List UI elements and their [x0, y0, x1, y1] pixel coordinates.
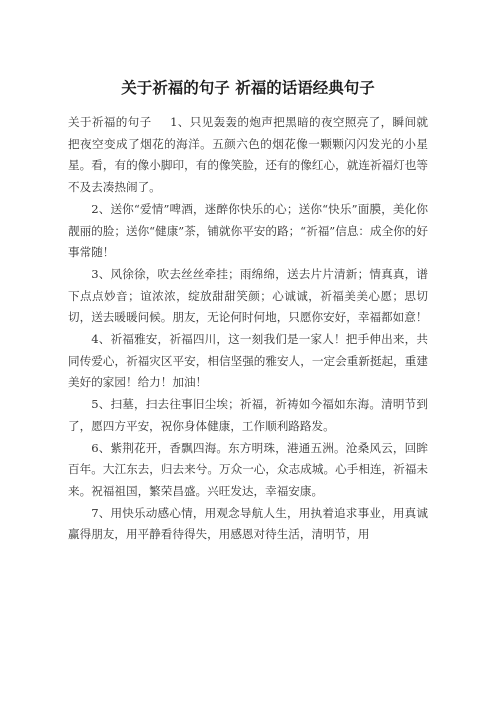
page-title: 关于祈福的句子 祈福的话语经典句子: [121, 79, 375, 97]
paragraph-7: 7、用快乐动感心情，用观念导航人生，用执着追求事业，用真诚赢得朋友，用平静看待得失，用感恩对待生活，清明节，用: [68, 505, 428, 542]
paragraph-6: 6、紫荆花开，香飘四海。东方明珠，港通五洲。沧桑风云，回眸百年。大江东去，归去来兮。万众一心，众志成城。心手相连，祈福未来。祝福祖国，繁荣昌盛。兴旺发达，幸福安康。: [68, 440, 428, 498]
lead-heading: 关于祈福的句子: [68, 115, 152, 129]
article-body: [68, 112, 428, 546]
paragraph-1: [68, 112, 428, 199]
paragraph-5: 5、扫墓，扫去往事旧尘埃；祈福，祈祷如今福如东海。清明节到了，愿四方平安，祝你身体健康，工作顺利路路发。: [68, 397, 428, 433]
paragraph-2: 2、送你“爱情”啤酒，迷醉你快乐的心；送你“快乐”面膜，美化你靓丽的脸；送你“健康”茶，铺就你平安的路；“祈福”信息：成全你的好事常随！: [68, 201, 428, 260]
paragraph-4: 4、祈福雅安，祈福四川，这一刻我们是一家人！把手伸出来，共同传爱心，祈福灾区平安，相信坚强的雅安人，一定会重新挺起，重建美好的家园！给力！加油！: [68, 332, 428, 390]
paragraph-3: 3、风徐徐，吹去丝丝牵挂；雨绵绵，送去片片清新；情真真，谱下点点妙音；谊浓浓，绽放甜甜笑颜；心诚诚，祈福美美心愿；思切切，送去暖暖问候。朋友，无论何时何地，只愿你安好，幸福都如意！: [68, 266, 428, 325]
paragraph-1-text: 1、只见轰轰的炮声把黑暗的夜空照亮了，瞬间就把夜空变成了烟花的海洋。五颜六色的烟花像一颗颗闪闪发光的小星星。看，有的像小脚印，有的像笑脸，还有的像红心，就连祈福灯也等不及去凑热闹了。: [68, 115, 428, 195]
